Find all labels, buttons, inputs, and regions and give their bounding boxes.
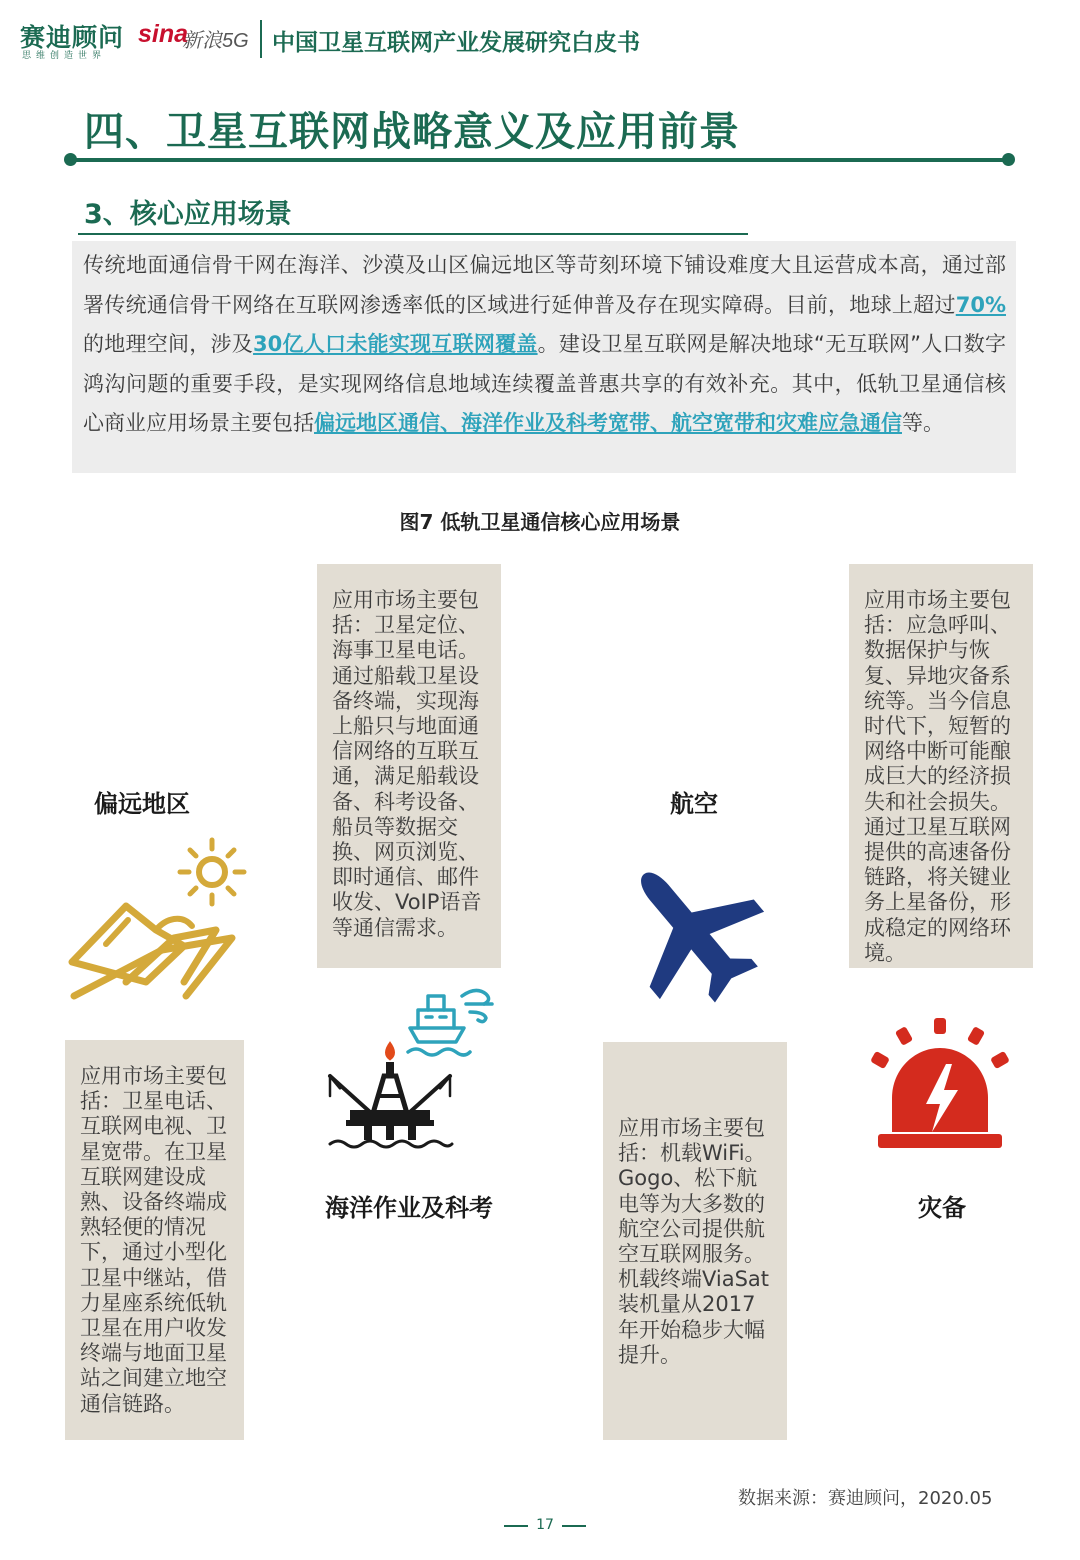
section-title: 四、卫星互联网战略意义及应用前景 [84, 109, 740, 155]
page-number-line-right [562, 1525, 586, 1527]
rule-left-dot [64, 153, 77, 166]
desc-disaster: 应用市场主要包括：应急呼叫、数据保护与恢复、异地灾备系统等。当今信息时代下，短暂的网络中断可能酿成巨大的经济损失和社会损失。通过卫星互联网提供的高速备份链路，将关键业务上星备份，形成稳定的网络环境。 [849, 564, 1033, 968]
intro-text-2: 的地理空间，涉及 [83, 332, 254, 356]
page-number: 17 [536, 1517, 554, 1533]
intro-text-1: 传统地面通信骨干网在海洋、沙漠及山区偏远地区等苛刻环境下铺设难度大且运营成本高，通过部署传统通信骨干网络在互联网渗透率低的区域进行延伸普及存在现实障碍。目前，地球上超过 [83, 253, 1006, 317]
label-aviation: 航空 [670, 790, 718, 818]
intro-text-4: 等。 [902, 411, 944, 435]
sina-logo: sina [138, 20, 189, 48]
alarm-light-icon [868, 1014, 1012, 1152]
subsection-rule [78, 233, 748, 235]
label-disaster: 灾备 [918, 1194, 966, 1222]
desc-ocean: 应用市场主要包括：卫星定位、海事卫星电话。通过船载卫星设备终端，实现海上船只与地面通信网络的互联互通，满足船载设备、科考设备、船员等数据交换、网页浏览、即时通信、邮件收发、VoIP语音等通信需求。 [317, 564, 501, 968]
highlight-70-percent: 70% [955, 292, 1006, 317]
saidi-logo: 赛迪顾问 [20, 23, 125, 52]
highlight-scenarios: 偏远地区通信、海洋作业及科考宽带、航空宽带和灾难应急通信 [314, 411, 902, 435]
highlight-population: 30亿人口未能实现互联网覆盖 [253, 332, 538, 356]
airplane-icon [622, 864, 766, 1004]
intro-text-3: 。建设卫星互联网是解决地球“无互联网”人口数字鸿沟问题的重要手段，是实现网络信息地域连续覆盖普惠共享的有效补充。其中，低轨卫星通信核心商业应用场景主要包括 [83, 332, 1006, 435]
header-separator [260, 20, 262, 58]
oil-platform-icon [326, 1040, 454, 1152]
source-note: 数据来源：赛迪顾问，2020.05 [738, 1488, 993, 1509]
report-title: 中国卫星互联网产业发展研究白皮书 [272, 30, 640, 56]
desc-remote: 应用市场主要包括：卫星电话、互联网电视、卫星宽带。在卫星互联网建设成熟、设备终端成熟轻便的情况下，通过小型化卫星中继站，借力星座系统低轨卫星在用户收发终端与地面卫星站之间建立地空通信链路。 [65, 1040, 244, 1440]
saidi-logo-slogan: 思维创造世界 [22, 51, 107, 61]
desc-aviation: 应用市场主要包括：机载WiFi。Gogo、松下航电等为大多数的航空公司提供航空互联网服务。机载终端ViaSat装机量从2017年开始稳步大幅提升。 [603, 1042, 787, 1440]
rule-right-dot [1002, 153, 1015, 166]
sina-5g-logo: 新浪5G [182, 30, 249, 52]
subsection-title: 3、核心应用场景 [84, 199, 292, 230]
desert-sun-icon [66, 834, 248, 1000]
label-remote: 偏远地区 [94, 790, 190, 818]
section-title-rule [70, 158, 1010, 162]
intro-paragraph [72, 241, 1016, 473]
figure-title: 图7 低轨卫星通信核心应用场景 [399, 510, 681, 534]
label-ocean: 海洋作业及科考 [325, 1194, 493, 1222]
